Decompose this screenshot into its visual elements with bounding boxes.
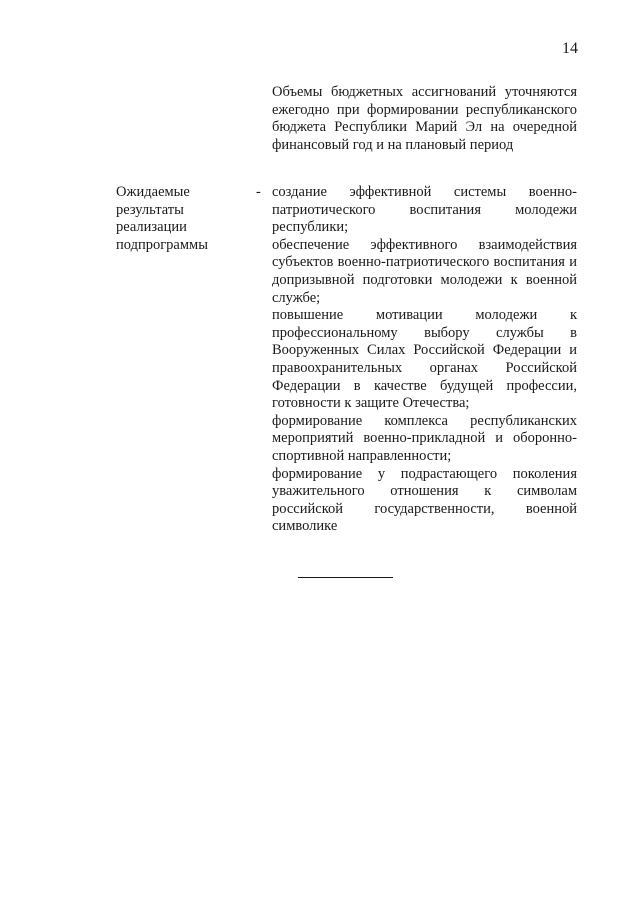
result-item: формирование у подрастающего поколения уважительного отношения к символам российской государственности, военной символике: [272, 465, 577, 535]
page-number: 14: [562, 40, 578, 57]
result-item: обеспечение эффективного взаимодействия субъектов военно-патриотического воспитания и допризывной подготовки молодежи к военной службе;: [272, 236, 577, 306]
result-item: формирование комплекса республиканских мероприятий военно-прикладной и оборонно-спортивной направленности;: [272, 412, 577, 464]
label-separator-dash: -: [256, 184, 261, 200]
result-item: создание эффективной системы военно-патриотического воспитания молодежи республики;: [272, 184, 577, 236]
budget-allocation-text: Объемы бюджетных ассигнований уточняются ежегодно при формировании республиканского бюджета Республики Марий Эл на очередной финансовый год и на плановый период: [272, 84, 577, 153]
closing-divider-line: [298, 577, 393, 578]
results-section-label: [116, 184, 246, 254]
results-label-line: подпрограммы: [116, 236, 208, 253]
results-label-line: Ожидаемые: [116, 184, 190, 200]
results-label-line: результаты: [116, 201, 184, 218]
results-label-line: реализации: [116, 219, 187, 236]
result-item: повышение мотивации молодежи к профессиональному выбору службы в Вооруженных Силах Российской Федерации и правоохранительных органах Российской Федерации в качестве будущей профессии, готовности к защите Отечества;: [272, 307, 577, 412]
expected-results-list: [272, 184, 577, 536]
